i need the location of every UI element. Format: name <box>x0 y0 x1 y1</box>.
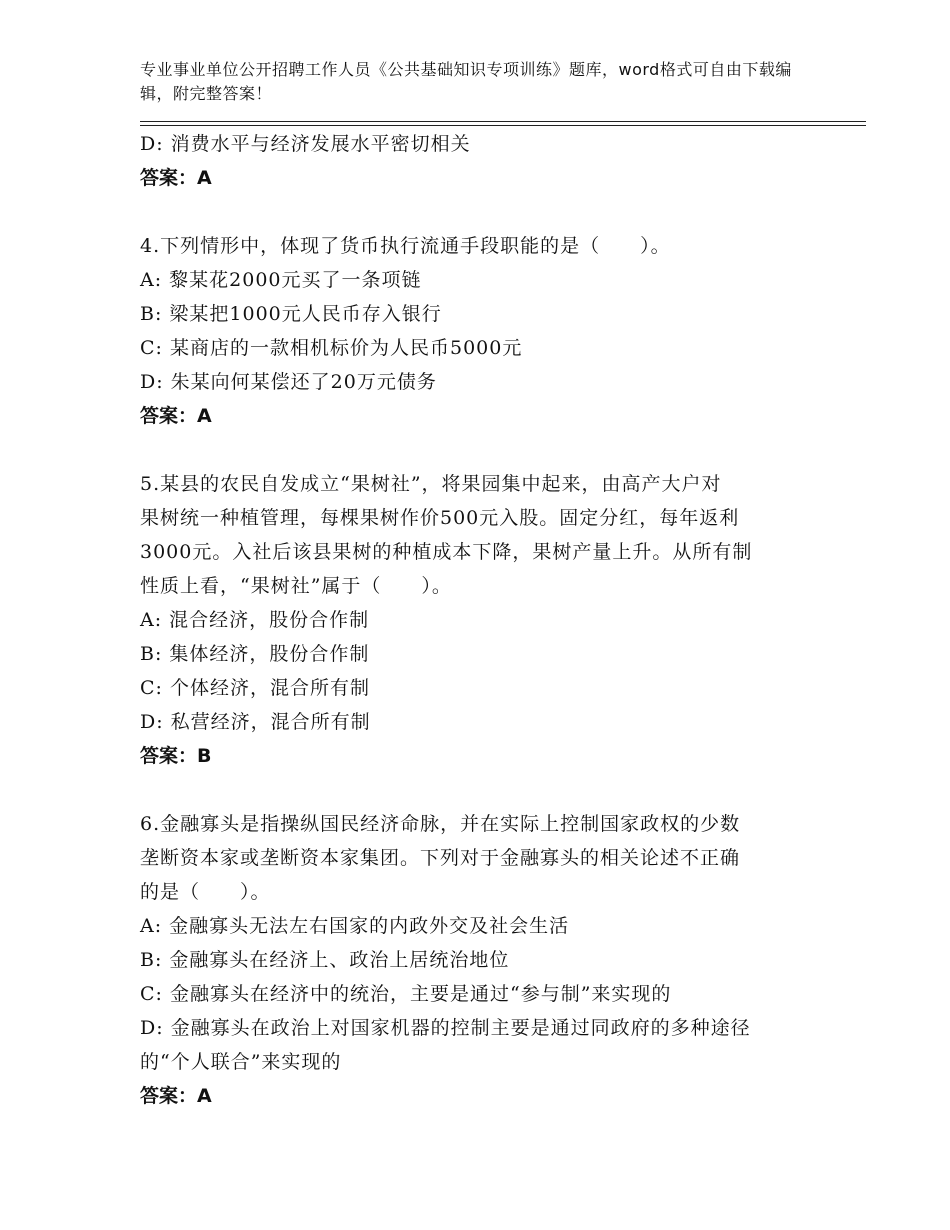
option-b: B: 梁某把1000元人民币存入银行 <box>140 303 442 325</box>
option-d-continuation: 的“个人联合”来实现的 <box>140 1051 342 1073</box>
option-a: A: 黎某花2000元买了一条项链 <box>140 269 422 291</box>
option-c: C: 金融寡头在经济中的统治，主要是通过“参与制”来实现的 <box>140 983 672 1005</box>
question-6 <box>140 807 810 1113</box>
option-d: D: 私营经济，混合所有制 <box>140 711 371 733</box>
header-rule-top <box>140 121 866 122</box>
question-stem-line: 5.某县的农民自发成立“果树社”，将果园集中起来，由高产大户对 <box>140 473 722 495</box>
spacer <box>140 773 810 807</box>
answer: 答案：A <box>140 1085 212 1107</box>
question-stem-line: 3000元。入社后该县果树的种植成本下降，果树产量上升。从所有制 <box>140 541 753 563</box>
question-4 <box>140 229 810 433</box>
option-a: A: 金融寡头无法左右国家的内政外交及社会生活 <box>140 915 570 937</box>
header-rule-bottom <box>140 125 866 126</box>
option-b: B: 集体经济，股份合作制 <box>140 643 370 665</box>
question-stem-line: 6.金融寡头是指操纵国民经济命脉，并在实际上控制国家政权的少数 <box>140 813 741 835</box>
question-3-tail <box>140 127 810 195</box>
question-stem-line: 性质上看，“果树社”属于（ ）。 <box>140 575 452 597</box>
option-a: A: 混合经济，股份合作制 <box>140 609 370 631</box>
spacer <box>140 433 810 467</box>
spacer <box>140 195 810 229</box>
answer: 答案：A <box>140 167 212 189</box>
question-stem-line: 果树统一种植管理，每棵果树作价500元入股。固定分红，每年返利 <box>140 507 740 529</box>
option-d: D: 消费水平与经济发展水平密切相关 <box>140 133 471 155</box>
option-b: B: 金融寡头在经济上、政治上居统治地位 <box>140 949 510 971</box>
option-c: C: 个体经济，混合所有制 <box>140 677 370 699</box>
answer: 答案：B <box>140 745 212 767</box>
question-list <box>140 127 810 1113</box>
option-d: D: 金融寡头在政治上对国家机器的控制主要是通过同政府的多种途径 <box>140 1017 751 1039</box>
question-stem-line: 的是（ ）。 <box>140 881 271 903</box>
document-header: 专业事业单位公开招聘工作人员《公共基础知识专项训练》题库，word格式可自由下载编辑，附完整答案！ <box>140 60 792 103</box>
option-d: D: 朱某向何某偿还了20万元债务 <box>140 371 437 393</box>
option-c: C: 某商店的一款相机标价为人民币5000元 <box>140 337 523 359</box>
question-stem: 4.下列情形中，体现了货币执行流通手段职能的是（ ）。 <box>140 235 671 257</box>
question-5 <box>140 467 810 773</box>
answer: 答案：A <box>140 405 212 427</box>
question-stem-line: 垄断资本家或垄断资本家集团。下列对于金融寡头的相关论述不正确 <box>140 847 741 869</box>
